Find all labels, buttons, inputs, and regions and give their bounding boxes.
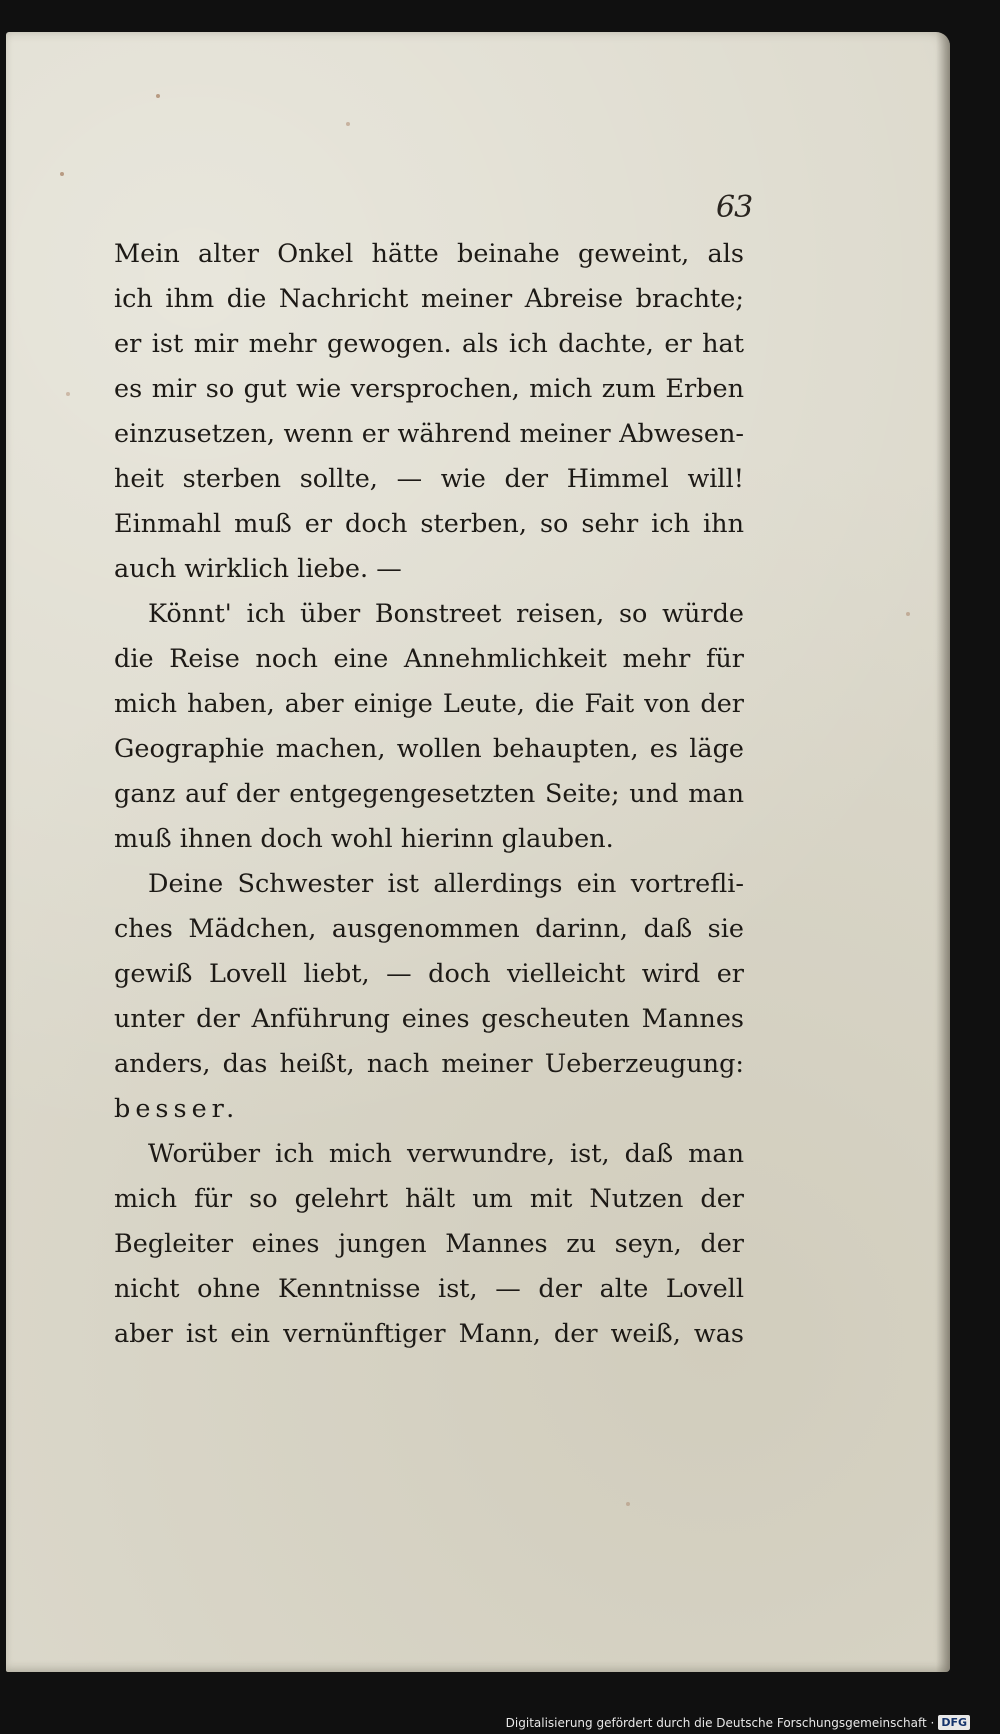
paragraph-4 — [114, 1132, 744, 1357]
paper-speck — [66, 392, 70, 396]
text-line: auch wirklich liebe. — — [114, 554, 402, 584]
text-line: ganz auf der entgegengesetzten Seite; und man — [114, 779, 744, 809]
paper-speck — [60, 172, 64, 176]
text-line: Geographie machen, wollen behaupten, es läge — [114, 734, 744, 764]
paper-speck — [626, 1502, 630, 1506]
paper-speck — [156, 94, 160, 98]
paragraph-2 — [114, 592, 744, 862]
paper-speck — [906, 612, 910, 616]
text-line: aber ist ein vernünftiger Mann, der weiß, was — [114, 1319, 744, 1349]
text-line: besser. — [114, 1094, 240, 1124]
text-line: Deine Schwester ist allerdings ein vortrefli- — [148, 869, 744, 899]
text-line: unter der Anführung eines gescheuten Mannes — [114, 1004, 744, 1034]
page-edge-shadow — [936, 32, 950, 1672]
text-line: ich ihm die Nachricht meiner Abreise brachte; — [114, 284, 744, 314]
text-line: die Reise noch eine Annehmlichkeit mehr für — [114, 644, 744, 674]
paper-speck — [346, 122, 350, 126]
text-line: Begleiter eines jungen Mannes zu seyn, der — [114, 1229, 744, 1259]
paragraph-1 — [114, 232, 744, 592]
text-line: heit sterben sollte, — wie der Himmel will! — [114, 464, 744, 494]
text-line: nicht ohne Kenntnisse ist, — der alte Lovell — [114, 1274, 744, 1304]
text-line: ches Mädchen, ausgenommen darinn, daß sie — [114, 914, 744, 944]
text-line: muß ihnen doch wohl hierinn glauben. — [114, 824, 614, 854]
body-text — [114, 232, 744, 1357]
text-line: es mir so gut wie versprochen, mich zum Erben — [114, 374, 744, 404]
page-number: 63 — [716, 190, 753, 225]
text-line: Könnt' ich über Bonstreet reisen, so würde — [148, 599, 744, 629]
text-line: er ist mir mehr gewogen. als ich dachte, er hat — [114, 329, 744, 359]
text-line: anders, das heißt, nach meiner Ueberzeugung: — [114, 1049, 744, 1079]
text-line: Worüber ich mich verwundre, ist, daß man — [148, 1139, 744, 1169]
credit-text: Digitalisierung gefördert durch die Deutsche Forschungsgemeinschaft · — [505, 1715, 935, 1730]
text-line: einzusetzen, wenn er während meiner Abwesen- — [114, 419, 744, 449]
dfg-logo-icon: DFG — [938, 1715, 970, 1730]
text-line: mich für so gelehrt hält um mit Nutzen der — [114, 1184, 744, 1214]
text-line: mich haben, aber einige Leute, die Fait von der — [114, 689, 744, 719]
text-line: Mein alter Onkel hätte beinahe geweint, als — [114, 239, 744, 269]
paragraph-3 — [114, 862, 744, 1132]
text-line: gewiß Lovell liebt, — doch vielleicht wird er — [114, 959, 744, 989]
digitization-credit — [506, 1715, 970, 1730]
text-line: Einmahl muß er doch sterben, so sehr ich ihn — [114, 509, 744, 539]
